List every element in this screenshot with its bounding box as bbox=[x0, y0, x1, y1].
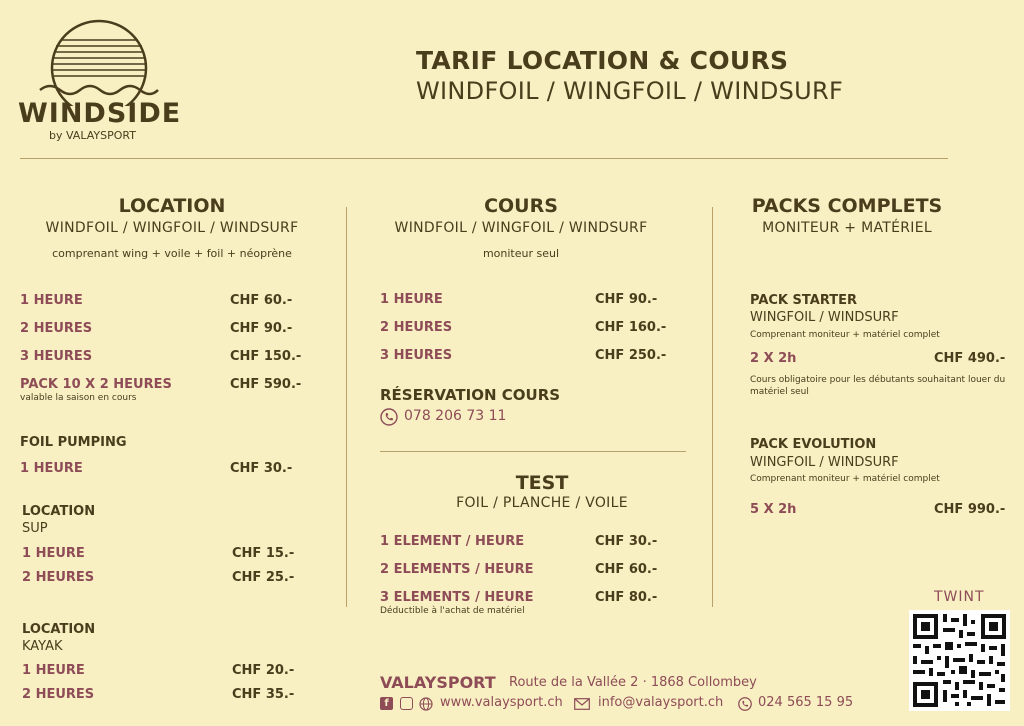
pack-starter-note: Comprenant moniteur + matériel complet bbox=[750, 330, 940, 340]
globe-icon bbox=[419, 697, 433, 711]
location-row-label: PACK 10 X 2 HEURES bbox=[20, 377, 172, 392]
pack-evolution-subtitle: WINGFOIL / WINDSURF bbox=[750, 455, 899, 470]
cours-test-divider bbox=[380, 451, 686, 452]
sup-row-price: CHF 15.- bbox=[232, 546, 295, 561]
cours-row-price: CHF 250.- bbox=[595, 348, 667, 363]
twint-label: TWINT bbox=[934, 589, 985, 605]
packs-subtitle: MONITEUR + MATÉRIEL bbox=[762, 220, 932, 236]
cours-note: moniteur seul bbox=[482, 247, 560, 260]
location-row-price: CHF 150.- bbox=[230, 349, 302, 364]
location-row-label: 2 HEURES bbox=[20, 321, 93, 336]
kayak-row-price: CHF 20.- bbox=[232, 663, 295, 678]
pack-starter-extra: Cours obligatoire pour les débutants souhaitant louer du matériel seul bbox=[750, 375, 1006, 397]
location-subtitle: WINDFOIL / WINGFOIL / WINDSURF bbox=[45, 220, 299, 236]
location-row-price: CHF 60.- bbox=[230, 293, 293, 308]
packs-title: PACKS COMPLETS bbox=[751, 195, 943, 217]
location-note: comprenant wing + voile + foil + néoprène bbox=[52, 247, 292, 260]
reservation-phone[interactable]: 078 206 73 11 bbox=[404, 408, 507, 424]
location-row-price: CHF 90.- bbox=[230, 321, 293, 336]
pack-starter-subtitle: WINGFOIL / WINDSURF bbox=[750, 310, 899, 325]
mail-icon bbox=[574, 698, 590, 710]
test-row-price: CHF 80.- bbox=[595, 590, 658, 605]
pack-evolution-note: Comprenant moniteur + matériel complet bbox=[750, 474, 940, 484]
test-row-label: 2 ELEMENTS / HEURE bbox=[380, 562, 534, 577]
kayak-row-label: 2 HEURES bbox=[22, 687, 95, 702]
test-row-price: CHF 30.- bbox=[595, 534, 658, 549]
foil-pumping-title: FOIL PUMPING bbox=[20, 435, 127, 450]
pack-evolution-label: 5 X 2h bbox=[750, 502, 797, 517]
logo bbox=[18, 16, 182, 146]
cours-row-price: CHF 160.- bbox=[595, 320, 667, 335]
test-row-label: 3 ELEMENTS / HEURE bbox=[380, 590, 534, 605]
test-subtitle: FOIL / PLANCHE / VOILE bbox=[456, 495, 628, 511]
location-row-label: 3 HEURES bbox=[20, 349, 93, 364]
phone-icon bbox=[380, 408, 398, 426]
footer-email[interactable]: info@valaysport.ch bbox=[598, 695, 724, 710]
test-row-label: 1 ELEMENT / HEURE bbox=[380, 534, 525, 549]
qr-pattern bbox=[909, 610, 1010, 711]
location-row-label: 1 HEURE bbox=[20, 293, 83, 308]
logo-byline: by VALAYSPORT bbox=[49, 129, 136, 142]
footer-website[interactable]: www.valaysport.ch bbox=[440, 695, 563, 710]
footer-phone[interactable]: 024 565 15 95 bbox=[758, 695, 854, 710]
twint-qr-code[interactable] bbox=[909, 610, 1010, 711]
kayak-subtitle: KAYAK bbox=[22, 639, 63, 654]
logo-name: WINDSIDE bbox=[18, 98, 182, 129]
column-divider bbox=[346, 207, 347, 607]
cours-row-label: 3 HEURES bbox=[380, 348, 453, 363]
sun-waves-icon bbox=[38, 16, 160, 106]
sup-row-label: 2 HEURES bbox=[22, 570, 95, 585]
reservation-title: RÉSERVATION COURS bbox=[380, 386, 561, 404]
phone-icon bbox=[738, 697, 752, 711]
test-row-note: Déductible à l'achat de matériel bbox=[380, 606, 525, 616]
pack-evolution-price: CHF 990.- bbox=[934, 502, 1006, 517]
test-title: TEST bbox=[515, 472, 569, 494]
kayak-row-label: 1 HEURE bbox=[22, 663, 85, 678]
sup-title: LOCATION bbox=[22, 504, 96, 519]
cours-subtitle: WINDFOIL / WINGFOIL / WINDSURF bbox=[394, 220, 648, 236]
kayak-row-price: CHF 35.- bbox=[232, 687, 295, 702]
footer-address: Route de la Vallée 2 · 1868 Collombey bbox=[509, 675, 757, 690]
pack-evolution-title: PACK EVOLUTION bbox=[750, 437, 877, 452]
test-row-price: CHF 60.- bbox=[595, 562, 658, 577]
cours-row-price: CHF 90.- bbox=[595, 292, 658, 307]
sup-row-label: 1 HEURE bbox=[22, 546, 85, 561]
facebook-icon[interactable]: f bbox=[380, 697, 393, 710]
foil-pumping-row-price: CHF 30.- bbox=[230, 461, 293, 476]
column-divider bbox=[712, 207, 713, 607]
instagram-icon[interactable] bbox=[400, 697, 413, 710]
kayak-title: LOCATION bbox=[22, 622, 96, 637]
location-title: LOCATION bbox=[118, 195, 226, 217]
pack-starter-title: PACK STARTER bbox=[750, 293, 858, 308]
footer-brand: VALAYSPORT bbox=[380, 673, 496, 692]
header-subtitle: WINDFOIL / WINGFOIL / WINDSURF bbox=[416, 77, 844, 105]
sup-subtitle: SUP bbox=[22, 521, 48, 536]
cours-row-label: 1 HEURE bbox=[380, 292, 443, 307]
location-row-note: valable la saison en cours bbox=[20, 393, 137, 403]
foil-pumping-row-label: 1 HEURE bbox=[20, 461, 83, 476]
cours-title: COURS bbox=[484, 195, 558, 217]
location-row-price: CHF 590.- bbox=[230, 377, 302, 392]
sup-row-price: CHF 25.- bbox=[232, 570, 295, 585]
pack-starter-price: CHF 490.- bbox=[934, 351, 1006, 366]
cours-row-label: 2 HEURES bbox=[380, 320, 453, 335]
pack-starter-label: 2 X 2h bbox=[750, 351, 797, 366]
header-title: TARIF LOCATION & COURS bbox=[416, 46, 789, 75]
header-divider bbox=[20, 158, 948, 159]
